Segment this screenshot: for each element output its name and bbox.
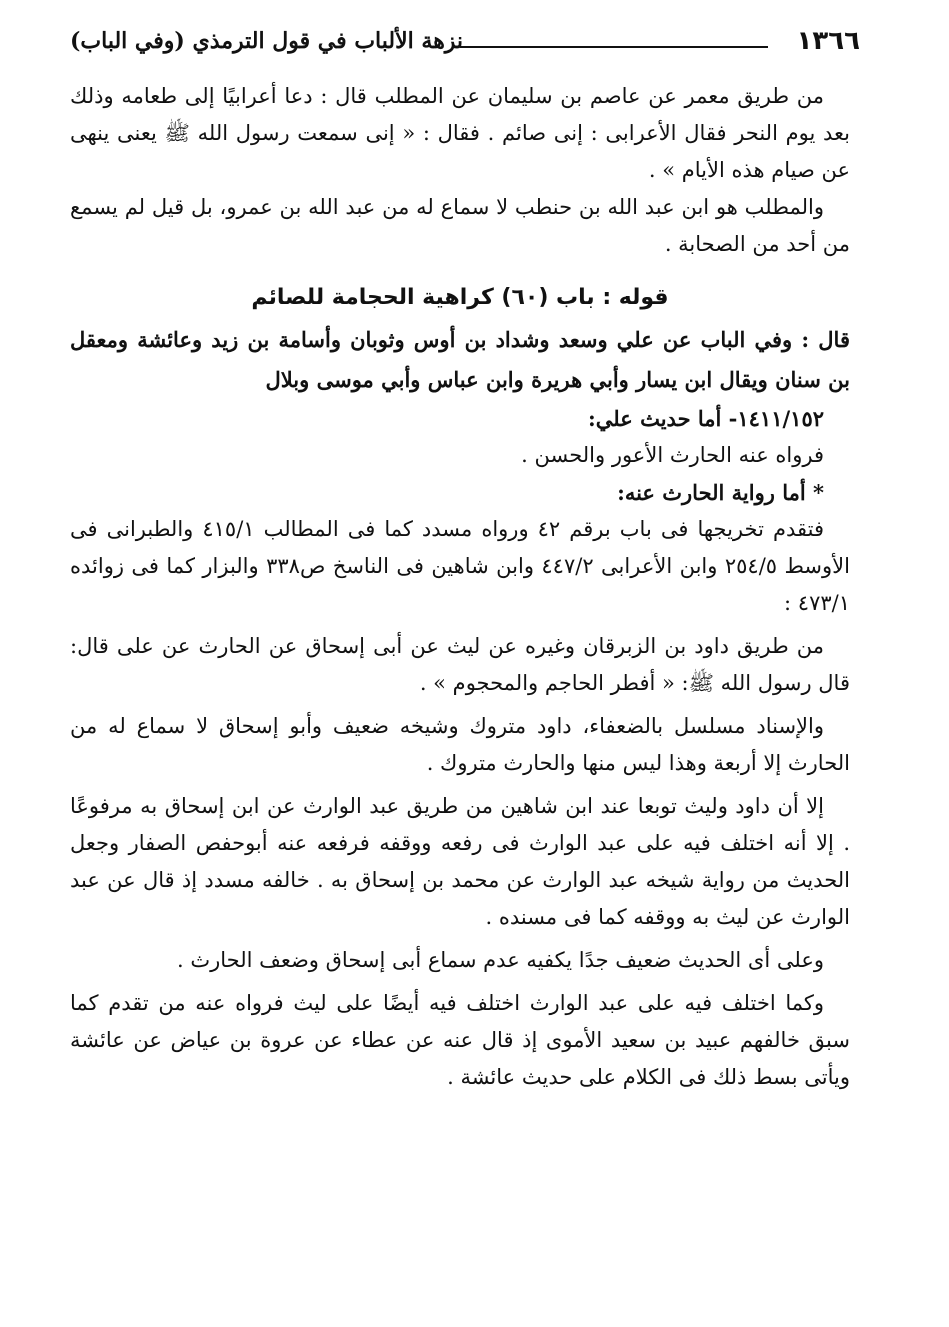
paragraph-layth-variant: وكما اختلف فيه على عبد الوارث اختلف فيه أيضًا على ليث فرواه عنه من تقدم كما سبق خالفهم عبيد بن سعيد الأموى إذ قال عنه عن عطاء عن عروة بن عياض عن عائشة ويأتى بسط ذلك فى الكلام على حديث عائشة .: [70, 991, 850, 1089]
hadith-number-heading: ١٤١١/١٥٢- أما حديث علي:: [588, 406, 824, 431]
paragraph-narrators: فرواه عنه الحارث الأعور والحسن .: [521, 443, 824, 467]
paragraph-verdict: وعلى أى الحديث ضعيف جدًا يكفيه عدم سماع أبى إسحاق وضعف الحارث .: [176, 948, 824, 972]
paragraph-dawud-isnad: من طريق داود بن الزبرقان وغيره عن ليث عن أبى إسحاق عن الحارث عن على قال: قال رسول الله ﷺ: « أفطر الحاجم والمحجوم » .: [70, 634, 850, 695]
paragraph-isnad-weakness: والإسناد مسلسل بالضعفاء، داود متروك وشيخه ضعيف وأبو إسحاق لا سماع له من الحارث إلا أربعة وهذا ليس منها والحارث متروك .: [70, 714, 850, 775]
header-rule: [460, 46, 768, 48]
running-title: نزهة الألباب في قول الترمذي (وفي الباب): [70, 28, 464, 54]
paragraph-abd-al-warith: إلا أن داود وليث توبعا عند ابن شاهين من طريق عبد الوارث عن ابن إسحاق به مرفوعًا . إلا أنه اختلف فيه على عبد الوارث فى رفعه ووقفه فرفعه عنه أبوحفص الصفار وجعل الحديث من رواية شيخه عبد الوارث عن محمد بن إسحاق به . خالفه مسدد إذ قال عن عبد الوارث عن ليث به ووقفه كما فى مسنده .: [70, 794, 850, 929]
paragraph-muttalib-note: والمطلب هو ابن عبد الله بن حنطب لا سماع له من عبد الله بن عمرو، بل قيل لم يسمع من أحد من الصحابة .: [70, 195, 850, 256]
tirmidhi-quote: قال : وفي الباب عن علي وسعد وشداد بن أوس وثوبان وأسامة بن زيد وعائشة ومعقل بن سنان ويقال ابن يسار وأبي هريرة وابن عباس وأبي موسى وبلال: [70, 327, 850, 392]
page-header: [70, 26, 860, 66]
asterisk-marker: *: [813, 480, 824, 505]
page-number: ١٣٦٦: [796, 26, 860, 56]
page-body: [70, 78, 850, 1102]
paragraph-takhrij: فتقدم تخريجها فى باب برقم ٤٢ ورواه مسدد كما فى المطالب ٤١٥/١ والطبرانى فى الأوسط ٢٥٤/٥ وابن الأعرابى ٤٤٧/٢ وابن شاهين فى الناسخ ص٣٣٨ والبزار كما فى زوائده ٤٧٣/١ :: [70, 517, 850, 615]
subheading-harith: [70, 474, 850, 511]
subheading-harith-text: أما رواية الحارث عنه:: [617, 480, 806, 505]
paragraph-isnad-maamar: من طريق معمر عن عاصم بن سليمان عن المطلب قال : دعا أعرابيًا إلى طعامه وذلك بعد يوم النحر فقال الأعرابى : إنى صائم . فقال : « إنى سمعت رسول الله ﷺ يعنى ينهى عن صيام هذه الأيام » .: [70, 84, 850, 182]
chapter-heading: قوله : باب (٦٠) كراهية الحجامة للصائم: [251, 285, 669, 310]
